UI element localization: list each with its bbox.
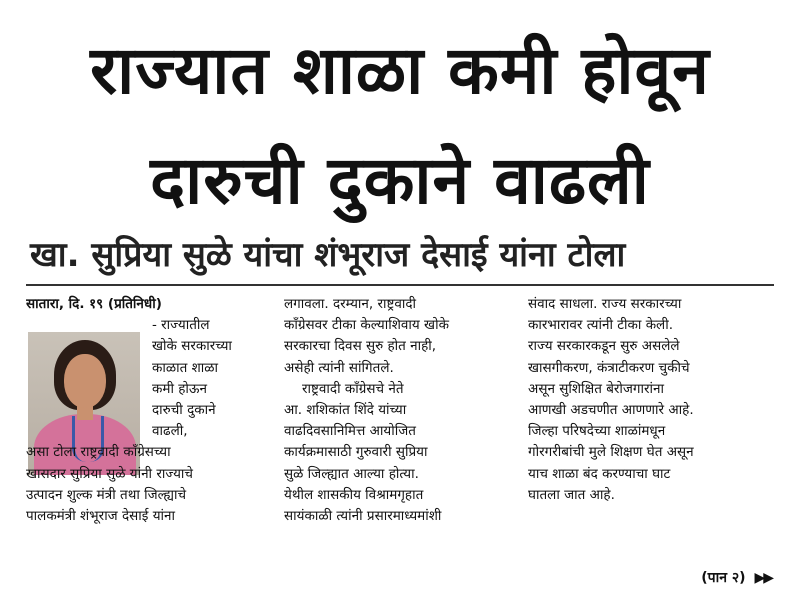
text-line: असून सुशिक्षित बेरोजगारांना bbox=[528, 380, 665, 397]
text-line: आ. शशिकांत शिंदे यांच्या bbox=[284, 402, 407, 419]
divider-rule bbox=[26, 284, 774, 286]
text-line: असा टोला राष्ट्रवादी काँग्रेसच्या bbox=[26, 444, 171, 461]
text-line: आणखी अडचणीत आणणारे आहे. bbox=[528, 402, 694, 419]
text-line: गोरगरीबांची मुले शिक्षण घेत असून bbox=[528, 444, 694, 461]
text-line: खासगीकरण, कंत्राटीकरण चुकीचे bbox=[528, 359, 690, 376]
article-column-1 bbox=[26, 294, 266, 527]
continued-label: (पान २) bbox=[701, 570, 746, 586]
subheadline: खा. सुप्रिया सुळे यांचा शंभूराज देसाई यांना टोला bbox=[30, 235, 626, 275]
article-column-2 bbox=[284, 294, 512, 527]
text-line: घातला जात आहे. bbox=[528, 486, 615, 503]
dateline: सातारा, दि. १९ (प्रतिनिधी) bbox=[26, 296, 162, 312]
text-line: संवाद साधला. राज्य सरकारच्या bbox=[528, 296, 682, 312]
text-line: जिल्हा परिषदेच्या शाळांमधून bbox=[528, 423, 666, 440]
text-line: सुळे जिल्ह्यात आल्या होत्या. bbox=[284, 465, 419, 482]
continued-page-link[interactable] bbox=[701, 568, 772, 587]
text-line: राष्ट्रवादी काँग्रेसचे नेते bbox=[302, 380, 404, 397]
text-line: लगावला. दरम्यान, राष्ट्रवादी bbox=[284, 296, 417, 312]
text-line: येथील शासकीय विश्रामगृहात bbox=[284, 486, 424, 503]
text-line: वाढली, bbox=[152, 423, 188, 440]
text-line: कार्यक्रमासाठी गुरुवारी सुप्रिया bbox=[284, 444, 428, 461]
text-line: राज्य सरकारकडून सुरु असलेले bbox=[528, 338, 680, 355]
text-line: खोके सरकारच्या bbox=[152, 338, 232, 355]
text-line: पालकमंत्री शंभूराज देसाई यांना bbox=[26, 508, 176, 525]
text-line: याच शाळा बंद करण्याचा घाट bbox=[528, 465, 671, 482]
text-line: असेही त्यांनी सांगितले. bbox=[284, 359, 394, 376]
text-line: कारभारावर त्यांनी टीका केली. bbox=[528, 317, 673, 334]
text-line: सायंकाळी त्यांनी प्रसारमाध्यमांशी bbox=[284, 508, 442, 525]
text-line: उत्पादन शुल्क मंत्री तथा जिल्ह्याचे bbox=[26, 486, 187, 503]
text-line: वाढदिवसानिमित्त आयोजित bbox=[284, 423, 416, 440]
text-line: खासदार सुप्रिया सुळे यांनी राज्याचे bbox=[26, 465, 193, 482]
text-line: काळात शाळा bbox=[152, 359, 219, 376]
text-line: दारुची दुकाने bbox=[152, 402, 216, 419]
headline-line-1: राज्यात शाळा कमी होवून bbox=[90, 32, 710, 109]
text-line: कमी होऊन bbox=[152, 380, 207, 397]
headline-line-2: दारुची दुकाने वाढली bbox=[150, 142, 650, 219]
text-line: सरकारचा दिवस सुरु होत नाही, bbox=[284, 338, 437, 355]
text-line: काँग्रेसवर टीका केल्याशिवाय खोके bbox=[284, 317, 449, 334]
double-arrow-icon: ▶▶ bbox=[754, 570, 772, 586]
text-line: - राज्यातील bbox=[152, 317, 210, 334]
article-column-3 bbox=[528, 294, 774, 506]
